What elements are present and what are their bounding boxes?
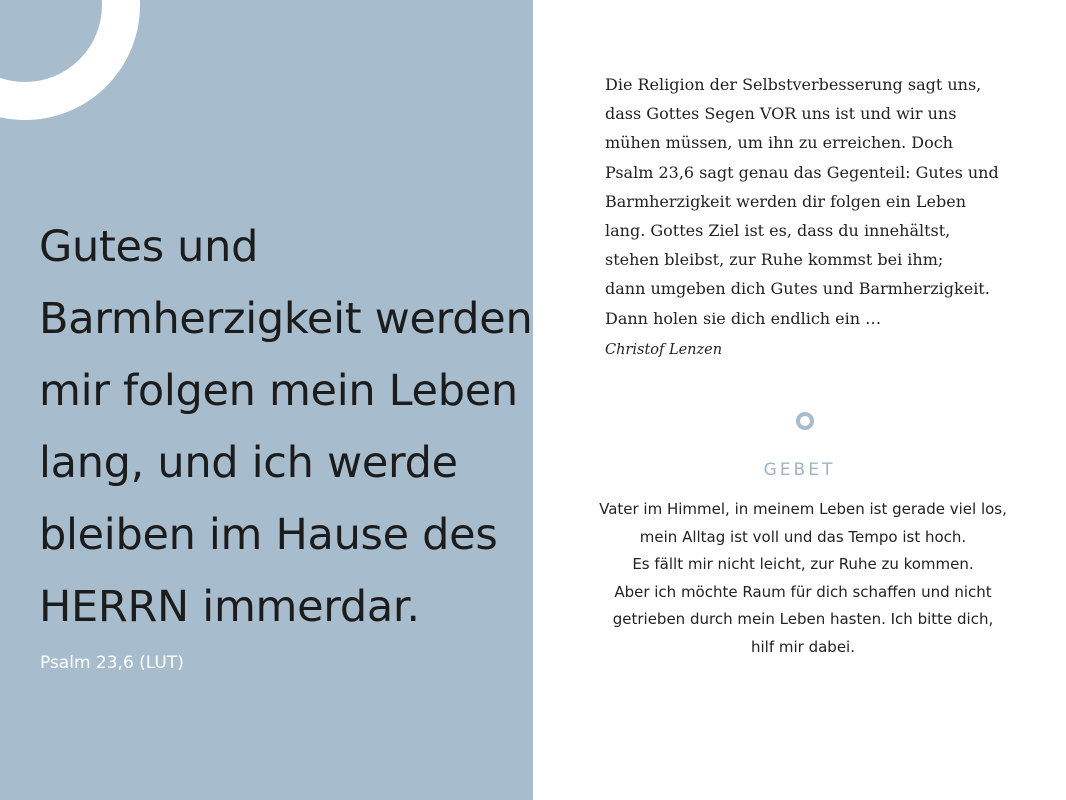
prayer-line: getrieben durch mein Leben hasten. Ich bitte dich,	[612, 610, 994, 629]
quote-line: Gutes und	[39, 222, 259, 272]
devotional-line: Barmherzigkeit werden dir folgen ein Leben	[605, 191, 966, 211]
bible-quote	[39, 211, 533, 643]
devotional-line: Die Religion der Selbstverbesserung sagt uns,	[605, 75, 982, 94]
devotional-line: dann umgeben dich Gutes und Barmherzigkeit.	[605, 279, 990, 299]
devotional-line: mühen müssen, um ihn zu erreichen. Doch	[605, 133, 953, 153]
devotional-line: dass Gottes Segen VOR uns ist und wir uns	[605, 104, 957, 124]
devotional-line: Dann holen sie dich endlich ein …	[605, 308, 882, 328]
decorative-ring-icon	[0, 0, 140, 120]
devotional-text	[605, 70, 1015, 333]
prayer-heading: GEBET	[763, 460, 836, 480]
quote-line: lang, und ich werde	[39, 438, 458, 488]
author-name: Christof Lenzen	[605, 342, 723, 358]
quote-reference: Psalm 23,6 (LUT)	[40, 653, 184, 673]
quote-line: Barmherzigkeit werden	[39, 294, 533, 344]
prayer-line: Es fällt mir nicht leicht, zur Ruhe zu kommen.	[632, 555, 974, 574]
quote-line: mir folgen mein Leben	[39, 366, 518, 416]
ring-divider-icon	[796, 412, 814, 430]
right-panel	[533, 0, 1066, 800]
prayer-line: mein Alltag ist voll und das Tempo ist hoch.	[639, 527, 967, 546]
prayer-line: Aber ich möchte Raum für dich schaffen und nicht	[614, 582, 992, 601]
prayer-text	[573, 496, 1033, 662]
quote-line: bleiben im Hause des	[39, 510, 498, 560]
devotional-line: stehen bleibst, zur Ruhe kommst bei ihm;	[605, 250, 944, 270]
prayer-line: hilf mir dabei.	[750, 637, 855, 656]
prayer-line: Vater im Himmel, in meinem Leben ist gerade viel los,	[599, 500, 1007, 518]
devotional-line: Psalm 23,6 sagt genau das Gegenteil: Gutes und	[605, 162, 999, 182]
devotional-line: lang. Gottes Ziel ist es, dass du innehältst,	[605, 221, 951, 241]
quote-line: HERRN immerdar.	[39, 582, 420, 632]
